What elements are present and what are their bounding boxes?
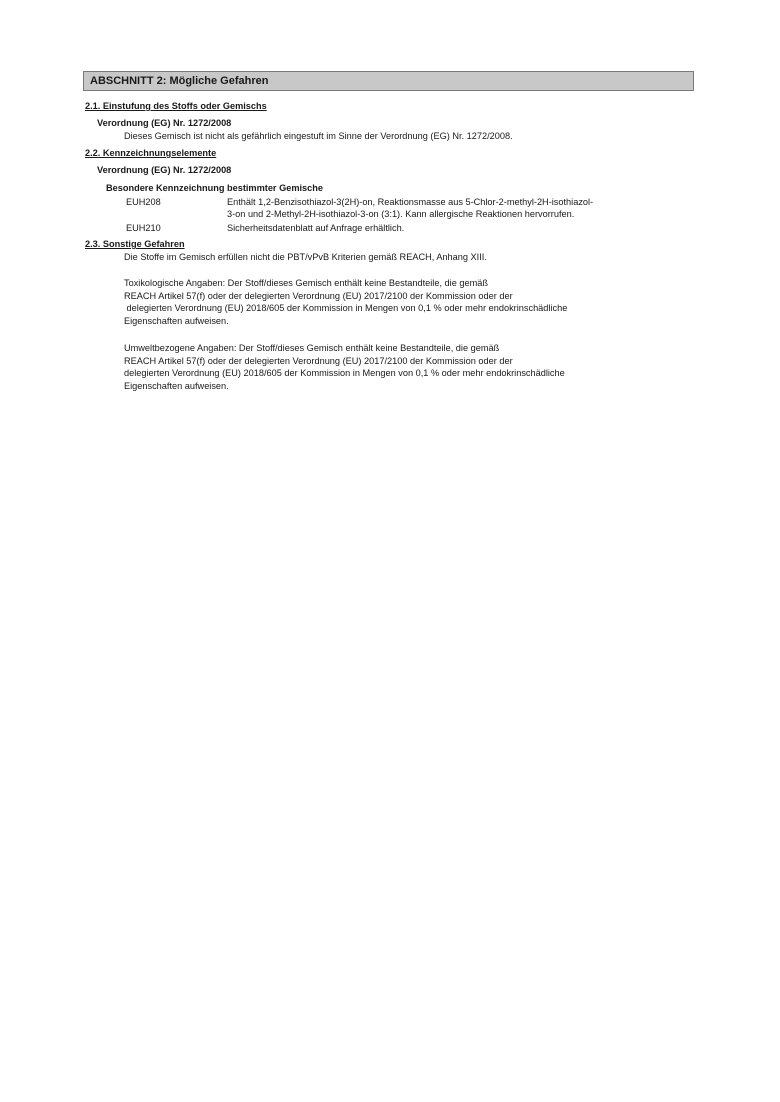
subsection-2-1-heading: 2.1. Einstufung des Stoffs oder Gemischs	[85, 101, 267, 111]
paragraph-line: delegierten Verordnung (EU) 2018/605 der Kommission in Mengen von 0,1 % oder mehr endokrinschädliche	[124, 303, 568, 314]
environment-paragraph	[124, 342, 644, 392]
hazard-description	[227, 222, 647, 234]
paragraph-line: Umweltbezogene Angaben: Der Stoff/dieses Gemisch enthält keine Bestandteile, die gemäß	[124, 343, 500, 353]
paragraph-line: Eigenschaften aufweisen.	[124, 380, 229, 391]
hazard-description-line: 3-on und 2-Methyl-2H-isothiazol-3-on (3:1). Kann allergische Reaktionen hervorrufen.	[227, 209, 575, 219]
hazard-code: EUH210	[126, 223, 161, 233]
s22-regulation: Verordnung (EG) Nr. 1272/2008	[97, 165, 232, 175]
hazard-description	[227, 196, 647, 220]
paragraph-line: Toxikologische Angaben: Der Stoff/dieses Gemisch enthält keine Bestandteile, die gemäß	[124, 278, 488, 288]
s21-regulation: Verordnung (EG) Nr. 1272/2008	[97, 118, 232, 128]
subsection-2-3-heading: 2.3. Sonstige Gefahren	[85, 239, 185, 249]
subsection-2-2-heading: 2.2. Kennzeichnungselemente	[85, 148, 217, 158]
paragraph-line: Eigenschaften aufweisen.	[124, 315, 229, 326]
hazard-code: EUH208	[126, 197, 161, 207]
paragraph-line: REACH Artikel 57(f) oder der delegierten Verordnung (EU) 2017/2100 der Kommission oder der	[124, 355, 513, 366]
section-title: ABSCHNITT 2: Mögliche Gefahren	[83, 71, 694, 91]
s23-text: Die Stoffe im Gemisch erfüllen nicht die PBT/vPvB Kriterien gemäß REACH, Anhang XIII.	[124, 252, 487, 262]
hazard-description-line: Enthält 1,2-Benzisothiazol-3(2H)-on, Reaktionsmasse aus 5-Chlor-2-methyl-2H-isothiazol-	[227, 197, 594, 207]
paragraph-line: REACH Artikel 57(f) oder der delegierten Verordnung (EU) 2017/2100 der Kommission oder der	[124, 290, 513, 301]
s21-text: Dieses Gemisch ist nicht als gefährlich eingestuft im Sinne der Verordnung (EG) Nr. 1272/2008.	[124, 131, 513, 141]
paragraph-line: delegierten Verordnung (EU) 2018/605 der Kommission in Mengen von 0,1 % oder mehr endokrinschädliche	[124, 368, 565, 379]
hazard-description-line: Sicherheitsdatenblatt auf Anfrage erhältlich.	[227, 223, 405, 233]
s22-special-label: Besondere Kennzeichnung bestimmter Gemische	[106, 183, 323, 193]
toxicology-paragraph	[124, 277, 644, 327]
